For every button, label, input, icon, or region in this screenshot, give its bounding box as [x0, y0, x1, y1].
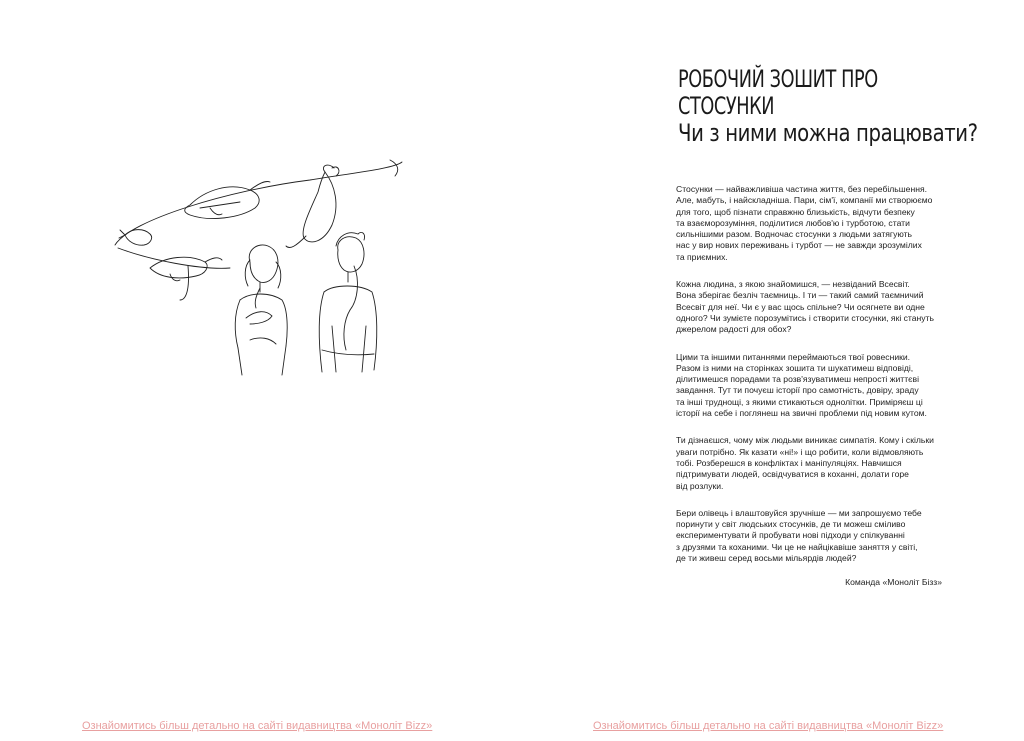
paragraph-5: Бери олівець і влаштовуйся зручніше — ми запрошуємо тебе поринути у світ людських стосунків, де ти можеш сміливо експериментувати й пробувати нові підходи у спілкуванні з друзями та коханими. Чи це не найцікавіше заняття у світі, де ти живеш серед восьми мільярдів людей? — [676, 507, 922, 564]
book-title — [678, 66, 1008, 147]
intro-text — [676, 184, 956, 580]
paragraph-4: Ти дізнаєшся, чому між людьми виникає симпатія. Кому і скільки уваги потрібно. Як казати «ні!» і що робити, коли відмовляють тобі. Розберешся в конфліктах і маніпуляціях. Навчишся підтримувати людей, освідчуватися в коханні, долати горе від розлуки. — [676, 435, 934, 491]
couple-whales-illustration — [110, 150, 410, 380]
paragraph-3: Цими та іншими питаннями переймаються твої ровесники. Разом із ними на сторінках зошита ти шукатимеш відповіді, ділитимешся порадами та розв'язуватимеш непрості життєві завдання. Тут ти почуєш історії про самотність, довіру, зраду та інші труднощі, з якими стикаються однолітки. Приміряєш ці історії на себе і поглянеш на звичні проблеми під новим кутом. — [676, 351, 927, 419]
right-footer-link[interactable]: Ознайомитись більш детально на сайті видавництва «Моноліт Bizz» — [593, 720, 944, 732]
right-page — [512, 0, 1024, 741]
paragraph-1: Стосунки — найважливіша частина життя, без перебільшення. Але, мабуть, і найскладніша. Пари, сім'ї, компанії ми створюємо для того, щоб пізнати справжню близькість, відчути безпеку та взаєморозуміння, поділитися любов'ю і турботою, стати сильнішими разом. Водночас стосунки з людьми затягують нас у вир нових переживань і турбот — не завжди зрозумілих та приємних. — [676, 184, 933, 262]
left-footer-link[interactable]: Ознайомитись більш детально на сайті видавництва «Моноліт Bizz» — [82, 720, 433, 732]
paragraph-2: Кожна людина, з якою знайомишся, — незвіданий Всесвіт. Вона зберігає безліч таємниць. І ти — такий самий таємничий Всесвіт для неї. Чи є у вас щось спільне? Чи осягнете ви одне одного? Чи зумієте порозумітись і створити стосунки, які стануть джерелом радості для обох? — [676, 279, 935, 335]
signature: Команда «Моноліт Бізз» — [845, 577, 942, 587]
title-line-2: СТОСУНКИ — [678, 92, 775, 120]
subtitle: Чи з ними можна працювати? — [678, 119, 978, 147]
title-line-1: РОБОЧИЙ ЗОШИТ ПРО — [678, 65, 878, 93]
